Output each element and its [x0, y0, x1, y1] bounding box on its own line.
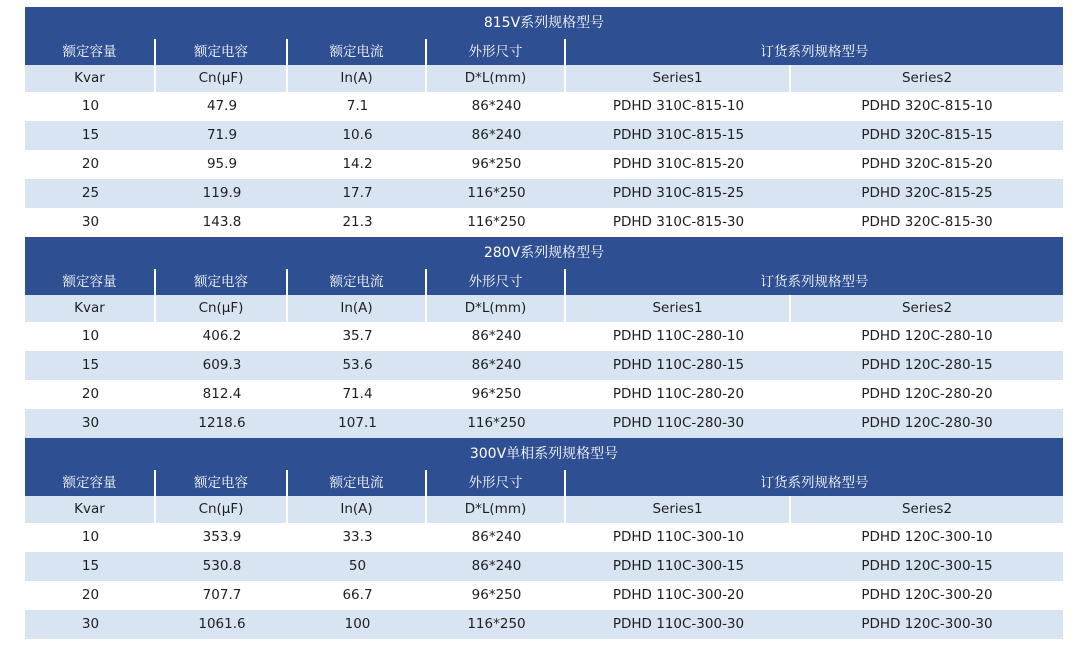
subheader-cell: Kvar — [25, 496, 156, 523]
cell-series1: PDHD 110C-280-10 — [612, 328, 745, 344]
header-cell: 额定容量 — [25, 39, 156, 65]
header-cell: 外形尺寸 — [427, 470, 566, 496]
cell-current: 14.2 — [342, 156, 373, 172]
cell-kvar: 25 — [81, 185, 100, 201]
header-cell: 订货系列规格型号 — [760, 475, 869, 491]
cell-kvar: 15 — [81, 127, 100, 143]
subheader-cell: Cn(μF) — [156, 65, 288, 92]
cell-current: 66.7 — [342, 587, 373, 603]
cell-kvar: 30 — [81, 214, 100, 230]
cell-series1: PDHD 310C-815-20 — [612, 156, 745, 172]
table-row — [25, 523, 1063, 552]
cell-series1: PDHD 310C-815-15 — [612, 127, 745, 143]
cell-series2: PDHD 120C-300-15 — [861, 558, 993, 574]
cell-dimensions: 86*240 — [471, 529, 522, 545]
cell-current: 10.6 — [342, 127, 373, 143]
cell-current: 17.7 — [342, 185, 373, 201]
cell-kvar: 20 — [81, 156, 100, 172]
cell-series2: PDHD 320C-815-25 — [861, 185, 993, 201]
cell-series1: PDHD 310C-815-10 — [612, 98, 745, 114]
subheader-cell: D*L(mm) — [427, 65, 566, 92]
table-row — [25, 610, 1063, 639]
header-cell: 额定电流 — [288, 269, 427, 295]
header-cell: 额定电流 — [288, 470, 427, 496]
cell-series1: PDHD 110C-280-30 — [612, 415, 745, 431]
table-row — [25, 409, 1063, 438]
cell-capacitance: 119.9 — [202, 185, 242, 201]
cell-kvar: 20 — [81, 587, 100, 603]
cell-current: 21.3 — [342, 214, 373, 230]
section-title: 280V系列规格型号 — [25, 237, 1063, 269]
cell-series1: PDHD 110C-280-20 — [612, 386, 745, 402]
cell-series2: PDHD 120C-300-20 — [861, 587, 993, 603]
header-cell: 额定电流 — [288, 39, 427, 65]
cell-series2: PDHD 120C-280-20 — [861, 386, 993, 402]
subheader-row — [25, 496, 1063, 523]
subheader-cell: Cn(μF) — [156, 496, 288, 523]
cell-kvar: 10 — [81, 529, 100, 545]
header-row — [25, 470, 1063, 496]
cell-dimensions: 86*240 — [471, 328, 522, 344]
cell-kvar: 10 — [81, 328, 100, 344]
subheader-cell: D*L(mm) — [427, 295, 566, 322]
table-row — [25, 351, 1063, 380]
header-cell: 订货系列规格型号 — [760, 274, 869, 290]
header-cell: 额定电容 — [156, 470, 288, 496]
subheader-cell: In(A) — [288, 295, 427, 322]
header-cell: 额定容量 — [25, 269, 156, 295]
cell-current: 71.4 — [342, 386, 373, 402]
cell-kvar: 10 — [81, 98, 100, 114]
cell-series2: PDHD 320C-815-20 — [861, 156, 993, 172]
cell-dimensions: 86*240 — [471, 357, 522, 373]
cell-kvar: 15 — [81, 558, 100, 574]
cell-dimensions: 86*240 — [471, 558, 522, 574]
table-row — [25, 179, 1063, 208]
cell-capacitance: 1061.6 — [198, 616, 246, 632]
cell-series1: PDHD 110C-300-10 — [612, 529, 745, 545]
cell-series2: PDHD 320C-815-10 — [861, 98, 993, 114]
table-row — [25, 150, 1063, 179]
subheader-cell: Series2 — [901, 501, 953, 517]
cell-capacitance: 406.2 — [202, 328, 242, 344]
subheader-cell: Series1 — [566, 65, 791, 92]
header-cell: 订货系列规格型号 — [760, 44, 869, 60]
cell-current: 35.7 — [342, 328, 373, 344]
cell-dimensions: 116*250 — [467, 185, 526, 201]
cell-dimensions: 96*250 — [471, 587, 522, 603]
subheader-row — [25, 295, 1063, 322]
cell-series2: PDHD 320C-815-30 — [861, 214, 993, 230]
table-row — [25, 552, 1063, 581]
cell-current: 33.3 — [342, 529, 373, 545]
cell-capacitance: 609.3 — [202, 357, 242, 373]
cell-capacitance: 812.4 — [202, 386, 242, 402]
cell-dimensions: 116*250 — [467, 415, 526, 431]
cell-capacitance: 1218.6 — [198, 415, 246, 431]
cell-dimensions: 116*250 — [467, 616, 526, 632]
table-row — [25, 322, 1063, 351]
cell-current: 107.1 — [338, 415, 377, 431]
table-row — [25, 92, 1063, 121]
cell-series2: PDHD 320C-815-15 — [861, 127, 993, 143]
cell-current: 100 — [344, 616, 371, 632]
cell-capacitance: 143.8 — [202, 214, 242, 230]
cell-capacitance: 71.9 — [206, 127, 238, 143]
cell-series1: PDHD 110C-300-30 — [612, 616, 745, 632]
cell-series2: PDHD 120C-280-10 — [861, 328, 993, 344]
cell-capacitance: 95.9 — [206, 156, 238, 172]
cell-series2: PDHD 120C-300-30 — [861, 616, 993, 632]
subheader-cell: In(A) — [288, 65, 427, 92]
cell-dimensions: 96*250 — [471, 156, 522, 172]
subheader-cell: In(A) — [288, 496, 427, 523]
cell-capacitance: 47.9 — [206, 98, 238, 114]
cell-capacitance: 530.8 — [202, 558, 242, 574]
subheader-cell: Cn(μF) — [156, 295, 288, 322]
subheader-cell: Series2 — [901, 300, 953, 316]
cell-current: 53.6 — [342, 357, 373, 373]
cell-kvar: 30 — [81, 415, 100, 431]
header-cell: 额定容量 — [25, 470, 156, 496]
header-row — [25, 39, 1063, 65]
header-row — [25, 269, 1063, 295]
cell-kvar: 20 — [81, 386, 100, 402]
subheader-cell: Series2 — [901, 70, 953, 86]
cell-kvar: 15 — [81, 357, 100, 373]
cell-series1: PDHD 310C-815-25 — [612, 185, 745, 201]
section-title: 300V单相系列规格型号 — [25, 438, 1063, 470]
cell-series1: PDHD 310C-815-30 — [612, 214, 745, 230]
spec-tables — [25, 7, 1063, 639]
table-row — [25, 380, 1063, 409]
section-815v — [25, 7, 1063, 237]
subheader-cell: D*L(mm) — [427, 496, 566, 523]
header-cell: 额定电容 — [156, 269, 288, 295]
cell-kvar: 30 — [81, 616, 100, 632]
header-cell: 外形尺寸 — [427, 269, 566, 295]
cell-series1: PDHD 110C-300-15 — [612, 558, 745, 574]
subheader-row — [25, 65, 1063, 92]
cell-series2: PDHD 120C-280-15 — [861, 357, 993, 373]
section-300v — [25, 438, 1063, 639]
section-280v — [25, 237, 1063, 438]
subheader-cell: Kvar — [25, 295, 156, 322]
subheader-cell: Series1 — [566, 295, 791, 322]
cell-current: 50 — [348, 558, 367, 574]
cell-dimensions: 86*240 — [471, 98, 522, 114]
cell-series1: PDHD 110C-300-20 — [612, 587, 745, 603]
cell-current: 7.1 — [346, 98, 369, 114]
cell-capacitance: 353.9 — [202, 529, 242, 545]
table-row — [25, 121, 1063, 150]
cell-series2: PDHD 120C-280-30 — [861, 415, 993, 431]
table-row — [25, 208, 1063, 237]
cell-series2: PDHD 120C-300-10 — [861, 529, 993, 545]
section-title: 815V系列规格型号 — [25, 7, 1063, 39]
table-row — [25, 581, 1063, 610]
cell-dimensions: 96*250 — [471, 386, 522, 402]
header-cell: 外形尺寸 — [427, 39, 566, 65]
cell-dimensions: 116*250 — [467, 214, 526, 230]
subheader-cell: Kvar — [25, 65, 156, 92]
cell-series1: PDHD 110C-280-15 — [612, 357, 745, 373]
subheader-cell: Series1 — [566, 496, 791, 523]
cell-capacitance: 707.7 — [202, 587, 242, 603]
header-cell: 额定电容 — [156, 39, 288, 65]
cell-dimensions: 86*240 — [471, 127, 522, 143]
